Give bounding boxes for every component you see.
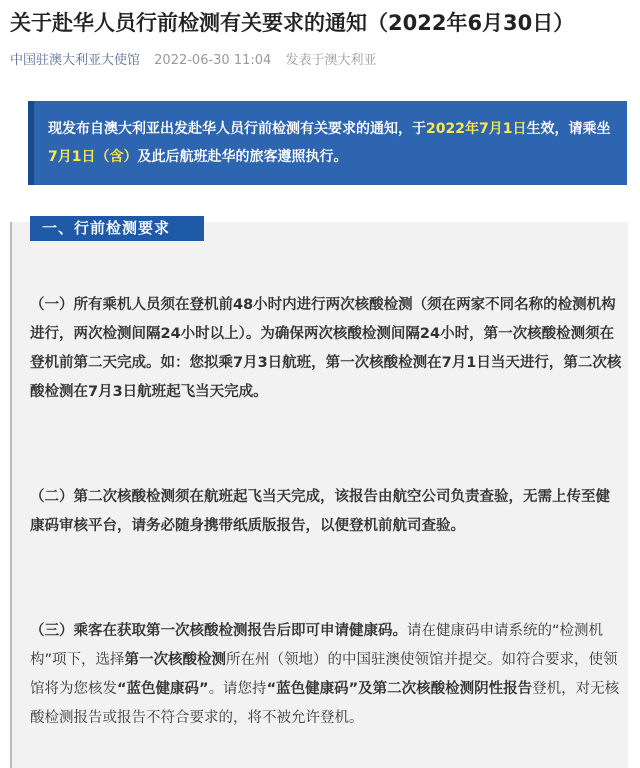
paragraph-3-bold: “蓝色健康码”	[117, 681, 209, 697]
notice-text: 现发布自澳大利亚出发赴华人员行前检测有关要求的通知，于	[48, 121, 426, 137]
article-meta	[10, 52, 376, 70]
paragraph-3	[30, 617, 622, 733]
paragraph-3-text: 请在健康码申请系统的“检测机构”项下，选择	[30, 623, 604, 668]
paragraph-3-bold: 第二次核酸检测阴性报告	[372, 681, 533, 697]
paragraph-3-text: 所在州（领地）的中国驻澳使领馆并提交。如符合要求，使领馆将为您核发	[30, 652, 618, 697]
notice-highlight-flight-date: 7月1日（含）	[48, 149, 138, 165]
paragraph-3-text: 登机，对无核酸检测报告或报告不符合要求的，将不被允许登机。	[30, 681, 620, 726]
section-heading: 一、行前检测要求	[30, 216, 204, 241]
notice-text: 及此后航班赴华的旅客遵照执行。	[137, 149, 348, 165]
paragraph-3-bold: 及	[358, 681, 373, 697]
paragraph-1: （一）所有乘机人员须在登机前48小时内进行两次核酸检测（须在两家不同名称的检测机构进行，两次检测间隔24小时以上）。为确保两次核酸检测间隔24小时，第一次核酸检测须在登机前第二天完成。如：您拟乘7月3日航班，第一次核酸检测在7月1日当天进行，第二次核酸检测在7月3日航班起飞当天完成。	[30, 297, 622, 400]
notice-box	[28, 101, 627, 185]
paragraph-3-bold: 第一次核酸检测	[124, 652, 227, 668]
article-title: 关于赴华人员行前检测有关要求的通知（2022年6月30日）	[10, 11, 575, 35]
publish-location: 发表于澳大利亚	[285, 53, 377, 68]
notice-text: 生效，请乘坐	[526, 121, 611, 137]
notice-highlight-date: 2022年7月1日	[426, 121, 527, 137]
account-name-link[interactable]: 中国驻澳大利亚大使馆	[10, 53, 141, 68]
paragraph-3-text: 。请您持	[208, 681, 267, 697]
paragraph-2: （二）第二次核酸检测须在航班起飞当天完成，该报告由航空公司负责查验，无需上传至健康码审核平台，请务必随身携带纸质版报告，以便登机前航司查验。	[30, 489, 610, 534]
paragraph-3-lead: （三）乘客在获取第一次核酸检测报告后即可申请健康码。	[30, 623, 407, 639]
publish-date: 2022-06-30 11:04	[154, 53, 272, 68]
paragraph-3-bold: “蓝色健康码”	[266, 681, 359, 697]
